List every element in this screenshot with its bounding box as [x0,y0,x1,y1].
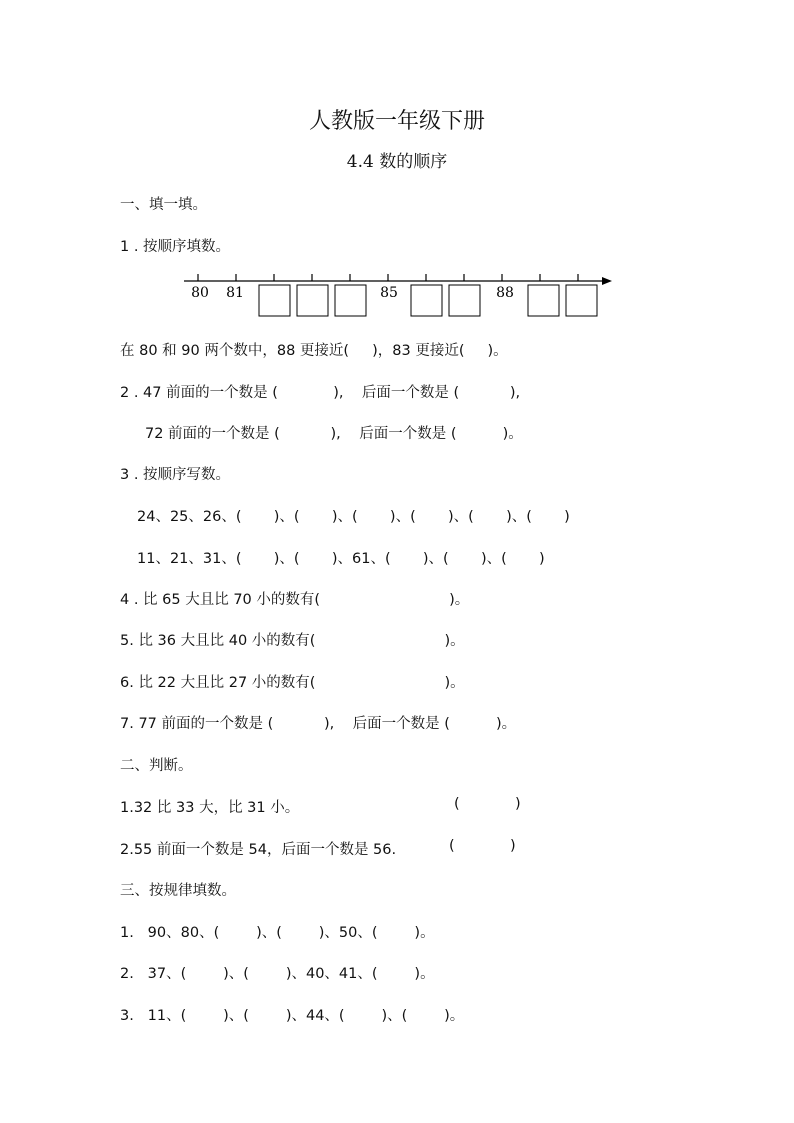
arrow-head-icon [602,277,612,285]
answer-boxes [259,285,597,316]
q6-text: 6. 比 22 大且比 27 小的数有( )。 [120,675,465,691]
q3-line1: 24、25、26、( )、( )、( )、( )、( )、( ) [137,509,570,525]
section1-heading: 一、填一填。 [120,197,207,213]
answer-box [335,285,366,316]
nl-label-80: 80 [191,285,209,301]
pattern-item-2: 2. 37、( )、( )、40、41、( )。 [120,966,435,982]
answer-box [449,285,480,316]
judge-paren-2: ( ) [449,838,516,854]
q3-line2: 11、21、31、( )、( )、61、( )、( )、( ) [137,551,545,567]
section3-heading: 三、按规律填数。 [120,883,236,899]
pattern-item-1: 1. 90、80、( )、( )、50、( )。 [120,925,435,941]
pattern-item-3: 3. 11、( )、( )、44、( )、( )。 [120,1008,465,1024]
q3-prompt: 3 . 按顺序写数。 [120,467,231,483]
answer-box [566,285,597,316]
nl-label-88: 88 [496,285,514,301]
judge-item-2: 2.55 前面一个数是 54，后面一个数是 56. [120,842,397,858]
q7-text: 7. 77 前面的一个数是 ( ), 后面一个数是 ( )。 [120,716,517,732]
nl-label-81: 81 [226,285,244,301]
page-title: 人教版一年级下册 [308,109,485,134]
page-subtitle: 4.4 数的顺序 [346,152,448,172]
section2-heading: 二、判断。 [120,758,193,774]
number-line [0,0,794,330]
q5-text: 5. 比 36 大且比 40 小的数有( )。 [120,633,465,649]
judge-paren-1: ( ) [454,796,521,812]
nl-label-85: 85 [380,285,398,301]
judge-item-1: 1.32 比 33 大，比 31 小。 [120,800,300,816]
number-line-ticks [198,274,578,281]
answer-box [528,285,559,316]
answer-box [297,285,328,316]
q1-sentence: 在 80 和 90 两个数中，88 更接近( )，83 更接近( )。 [120,343,508,359]
q1-prompt: 1 . 按顺序填数。 [120,239,231,255]
q2-line1: 2 . 47 前面的一个数是 ( ), 后面一个数是 ( ), [120,385,521,401]
answer-box [411,285,442,316]
q2-line2: 72 前面的一个数是 ( ), 后面一个数是 ( )。 [145,426,523,442]
q4-text: 4 . 比 65 大且比 70 小的数有( )。 [120,592,470,608]
answer-box [259,285,290,316]
